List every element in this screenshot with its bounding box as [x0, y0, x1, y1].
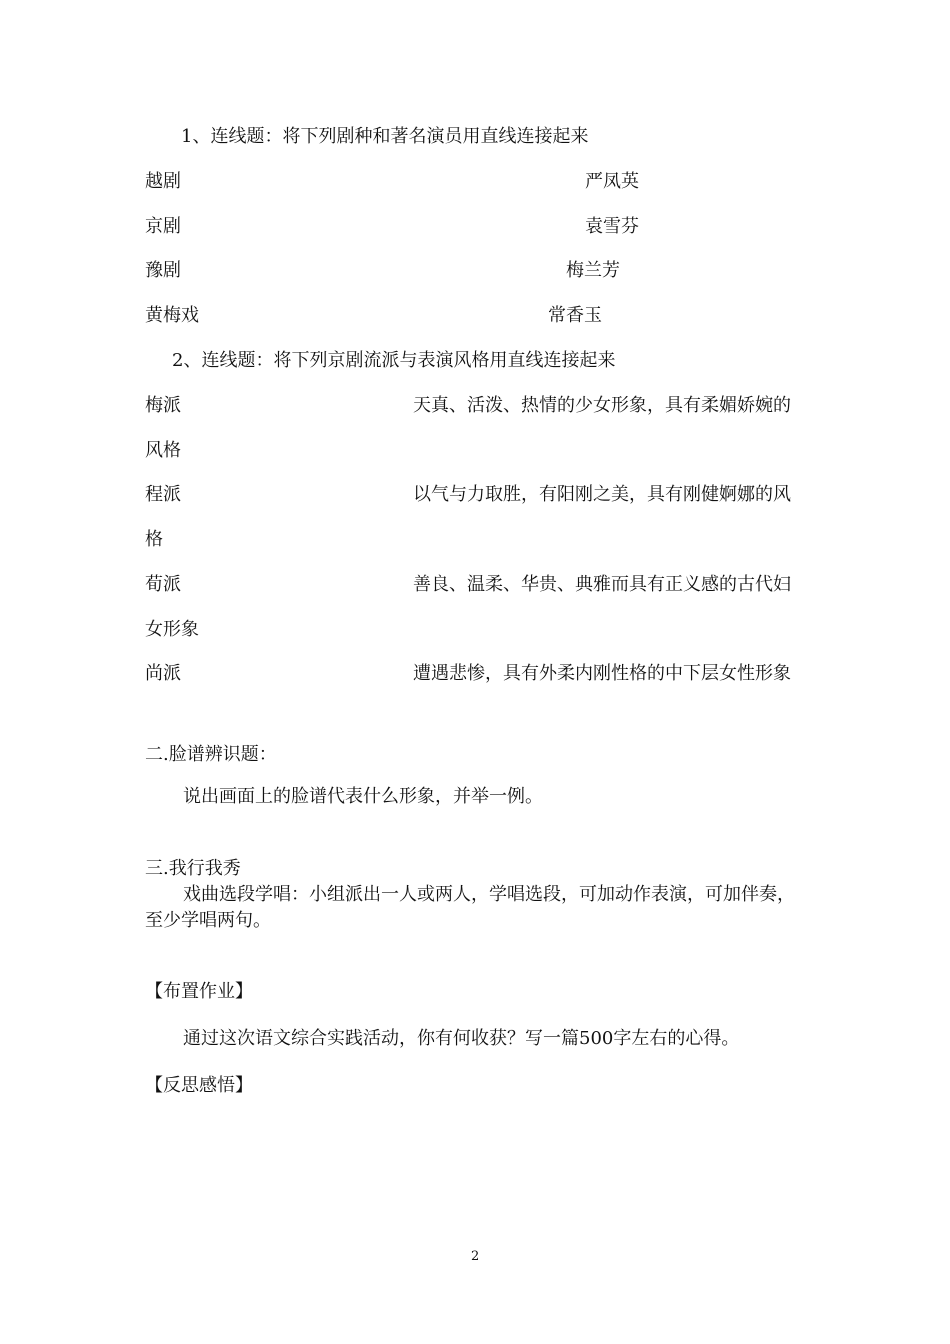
q1-opera-jing: 京剧 [145, 216, 181, 237]
homework-body: 通过这次语文综合实践活动，你有何收获？写一篇500字左右的心得。 [183, 1028, 740, 1049]
q2-style-xun-line2: 女形象 [145, 619, 199, 640]
q1-opera-huangmei: 黄梅戏 [145, 305, 199, 326]
q1-actor-yuan: 袁雪芬 [585, 216, 639, 237]
section2-body: 说出画面上的脸谱代表什么形象，并举一例。 [183, 786, 543, 807]
page-number: 2 [471, 1249, 480, 1264]
q2-school-cheng: 程派 [145, 484, 181, 505]
q2-school-shang: 尚派 [145, 663, 181, 684]
q1-actor-chang: 常香玉 [548, 305, 602, 326]
q1-actor-yan: 严凤英 [585, 171, 639, 192]
q2-school-mei: 梅派 [145, 395, 181, 416]
homework-heading: 【布置作业】 [145, 981, 253, 1002]
reflection-heading: 【反思感悟】 [145, 1075, 253, 1096]
q1-title: 1、连线题：将下列剧种和著名演员用直线连接起来 [181, 126, 589, 147]
q2-style-cheng-line1: 以气与力取胜，有阳刚之美，具有刚健婀娜的风 [413, 484, 791, 505]
section3-body-line2: 至少学唱两句。 [145, 910, 271, 931]
q2-style-mei-line2: 风格 [145, 440, 181, 461]
section3-body-line1: 戏曲选段学唱：小组派出一人或两人，学唱选段，可加动作表演，可加伴奏， [183, 884, 795, 905]
section3-heading: 三.我行我秀 [145, 858, 241, 879]
q1-actor-mei: 梅兰芳 [566, 260, 620, 281]
q2-style-xun-line1: 善良、温柔、华贵、典雅而具有正义感的古代妇 [413, 574, 791, 595]
q1-opera-yue: 越剧 [145, 171, 181, 192]
q1-opera-yu: 豫剧 [145, 260, 181, 281]
q2-title: 2、连线题：将下列京剧流派与表演风格用直线连接起来 [172, 350, 616, 371]
section2-heading: 二.脸谱辨识题： [145, 744, 277, 765]
q2-style-cheng-line2: 格 [145, 529, 163, 550]
q2-style-shang-line1: 遭遇悲惨，具有外柔内刚性格的中下层女性形象 [413, 663, 791, 684]
q2-style-mei-line1: 天真、活泼、热情的少女形象，具有柔媚娇婉的 [413, 395, 791, 416]
q2-school-xun: 荀派 [145, 574, 181, 595]
